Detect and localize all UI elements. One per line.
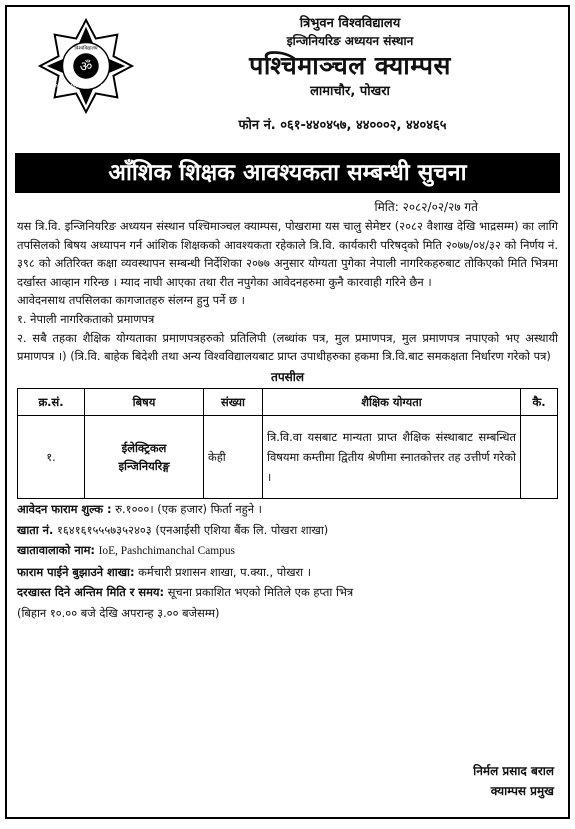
- fee-label: आवेदन फाराम शुल्क :: [17, 502, 112, 517]
- header-sn: क्र.सं.: [18, 389, 85, 416]
- campus-location: लामाचौर, पोखरा: [310, 84, 390, 99]
- cell-sn: १.: [18, 416, 85, 499]
- svg-text:ॐ: ॐ: [79, 58, 93, 75]
- signatory-name: निर्मल प्रसाद बराल: [473, 764, 554, 778]
- cell-count: केही: [204, 416, 263, 499]
- submit-value: कर्मचारी प्रशासन शाखा, प.क्या., पोखरा ।: [138, 564, 312, 579]
- table-row: [18, 416, 558, 499]
- vacancy-table: [17, 388, 558, 499]
- cell-qualification: त्रि.वि.वा यसबाट मान्यता प्राप्त शैक्षिक संस्थाबाट सम्बन्धित विषयमा कम्तीमा द्वितीय श्रेणीमा स्नातकोत्तर तह उत्तीर्ण गरेको ।: [263, 416, 521, 499]
- cell-remarks: [521, 416, 558, 499]
- deadline-label: दरखास्त दिने अन्तिम मिति र समय:: [17, 585, 165, 600]
- submit-line: [17, 562, 558, 583]
- deadline-value: सूचना प्रकाशित भएको मितिले एक हप्ता भित्र: [167, 585, 354, 600]
- application-info: [17, 499, 558, 623]
- subject-line: इन्जिनियरिङ्ग: [118, 459, 170, 474]
- deadline-line: [17, 582, 558, 603]
- deadline-time: (बिहान १०.०० बजे देखि अपरान्ह ३.०० बजेसम्म): [17, 605, 220, 620]
- header-qualification: शैक्षिक योग्यता: [263, 389, 521, 416]
- documents-intro: आवेदनसाथ तपसिलका कागजातहरु संलग्न हुनु पर्ने छ ।: [17, 293, 245, 308]
- svg-text:NEPAL: NEPAL: [100, 84, 115, 90]
- subject-line: ईलेक्ट्रिकल: [121, 440, 167, 455]
- notice-body: [17, 217, 558, 623]
- phone-numbers: फोन नं. ०६१-४४०४५७, ४४०००२, ४४०४६५: [238, 118, 447, 133]
- header-count: संख्या: [204, 389, 263, 416]
- table-header-row: [18, 389, 558, 416]
- svg-text:KATHMANDU: KATHMANDU: [52, 84, 81, 90]
- cell-subject: [85, 416, 204, 499]
- fee-value: रु.१०००। (एक हजार) फिर्ता नहुने ।: [115, 502, 262, 517]
- header-remarks: कै.: [521, 389, 558, 416]
- holder-value: IoE, Pashchimanchal Campus: [98, 545, 235, 558]
- document-item: २. सबै तहका शैक्षिक योग्यताका प्रमाणपत्रहरुको प्रतिलिपी (लब्धांक पत्र, मुल प्रमाणपत्र, मुल प्रमाणपत्र नपाएको भए अस्थायी प्रमाणपत्र ।) (त्रि.वि. बाहेक बिदेशी तथा अन्य विश्वविद्यालयबाट प्राप्त उपाधीहरुका हकमा त्रि.वि.बाट समकक्षता निर्धारण गरेको पत्र): [17, 330, 558, 364]
- document-item: १. नेपाली नागरिकताको प्रमाणपत्र: [17, 311, 155, 326]
- notice-date: मिति: २०८२/०२/२७ गते: [374, 200, 478, 214]
- signatory-title: क्याम्पस प्रमुख: [490, 784, 554, 798]
- fee-line: [17, 499, 558, 520]
- holder-line: [17, 540, 558, 562]
- tu-seal-icon: [37, 17, 135, 115]
- submit-label: फाराम पाईने बुझाउने शाखा:: [17, 564, 135, 579]
- header-subject: बिषय: [85, 389, 204, 416]
- university-name: त्रिभुवन विश्वविद्यालय: [299, 16, 401, 31]
- account-value: १६४१६१५५५७३५२४०३ (एनआईसी एशिया बैंक लि. पोखरा शाखा): [56, 522, 329, 537]
- signature-block: [473, 761, 554, 801]
- table-caption: तपसील: [270, 369, 304, 384]
- notice-title: आँशिक शिक्षक आवश्यकता सम्बन्धी सुचना: [15, 153, 560, 193]
- account-line: [17, 520, 558, 541]
- svg-text:विश्वविद्यालय: विश्वविद्यालय: [74, 45, 98, 52]
- account-label: खाता नं.: [17, 522, 54, 537]
- notice-page: [5, 5, 570, 819]
- holder-label: खातावालाको नाम:: [17, 543, 95, 558]
- campus-name: पश्चिमाञ्चल क्याम्पस: [249, 51, 451, 80]
- notice-paragraph: यस त्रि.वि. इन्जिनियरिङ अध्ययन संस्थान पश्चिमाञ्चल क्याम्पस, पोखरामा यस चालु सेमेष्टर (२०८२ वैशाख देखि भाद्रसम्म) का लागि तपसिलको बिषय अध्यापन गर्न आंशिक शिक्षकको आवश्यकता रहेकाले त्रि.वि. कार्यकारी परिषद्को मिति २०७७/०४/३२ को निर्णय नं. ३९८ को अतिरिक्त कक्षा व्यवस्थापन सम्बन्धी निर्देशिका २०७७ अनुसार योग्यता पुगेका नेपाली नागरिकहरुबाट तोकिएको मिति भित्रमा दर्खास्त आव्हान गरिन्छ । म्याद नाघी आएका तथा रीत नपुगेका आवेदनहरुमा कुनै कारवाही गरिने छैन ।: [17, 219, 558, 289]
- institute-name: इन्जिनियरिङ अध्ययन संस्थान: [286, 34, 414, 48]
- header: [7, 7, 568, 147]
